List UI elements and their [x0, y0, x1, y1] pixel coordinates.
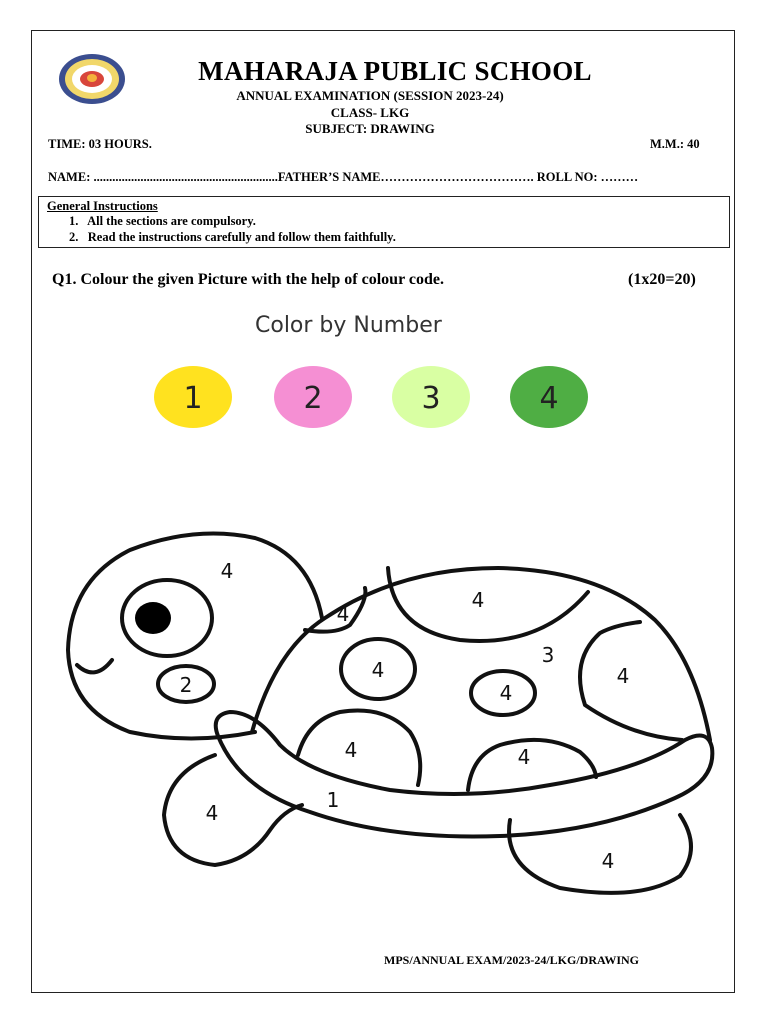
region-label-shell-top-left: 4 [336, 602, 350, 626]
legend-number-4: 4 [539, 381, 559, 416]
region-label-shell-bottom-left: 4 [344, 738, 358, 762]
footer-code: MPS/ANNUAL EXAM/2023-24/LKG/DRAWING [384, 953, 640, 967]
legend-number-2: 2 [303, 381, 323, 416]
region-label-back-leg: 4 [601, 849, 615, 873]
instruction-text: Read the instructions carefully and follow them faithfully. [87, 230, 396, 244]
instruction-item [69, 230, 396, 245]
back-leg-outline [509, 815, 691, 893]
region-label-shell-spot-left: 4 [371, 658, 385, 682]
eye-pupil [135, 602, 171, 634]
student-details-line: NAME: ...........................................................FATHER’S NAME………………………………. ROLL NO: ……… [48, 170, 639, 184]
instruction-number: 1. [69, 214, 79, 228]
instruction-item [69, 214, 256, 229]
region-label-shell-right: 4 [616, 664, 630, 688]
school-name: MAHARAJA PUBLIC SCHOOL [198, 56, 592, 86]
region-label-cheek: 2 [179, 673, 193, 697]
instruction-text: All the sections are compulsory. [87, 214, 256, 228]
region-label-shell-bottom-right: 4 [517, 745, 531, 769]
region-label-shell-top: 4 [471, 588, 485, 612]
shell-right-spot [580, 622, 682, 740]
exam-time: TIME: 03 HOURS. [48, 137, 152, 151]
question-text: Q1. Colour the given Picture with the help of colour code. [52, 271, 444, 288]
legend-number-1: 1 [183, 381, 203, 416]
instruction-number: 2. [69, 230, 79, 244]
turtle-coloring-sheet [40, 300, 730, 900]
region-label-shell-rim: 1 [326, 788, 340, 812]
region-label-front-leg: 4 [205, 801, 219, 825]
region-label-shell-body: 3 [541, 643, 555, 667]
shell-bottom-right-spot [468, 740, 596, 790]
subject-label: SUBJECT: DRAWING [305, 121, 435, 136]
question-marks: (1x20=20) [628, 271, 696, 288]
max-marks: M.M.: 40 [650, 137, 700, 151]
school-logo [57, 52, 127, 107]
head-outline [68, 534, 322, 739]
smile-line [77, 660, 112, 672]
instructions-title: General Instructions [47, 199, 158, 213]
instructions-box [38, 196, 730, 248]
legend-number-3: 3 [421, 381, 441, 416]
front-leg-outline [164, 755, 302, 865]
exam-title: ANNUAL EXAMINATION (SESSION 2023-24) [236, 88, 504, 103]
shell-bottom-left-spot [298, 711, 420, 785]
region-label-head: 4 [220, 559, 234, 583]
class-label: CLASS- LKG [330, 105, 410, 120]
worksheet-title: Color by Number [255, 313, 442, 338]
region-label-shell-spot-center: 4 [499, 681, 513, 705]
